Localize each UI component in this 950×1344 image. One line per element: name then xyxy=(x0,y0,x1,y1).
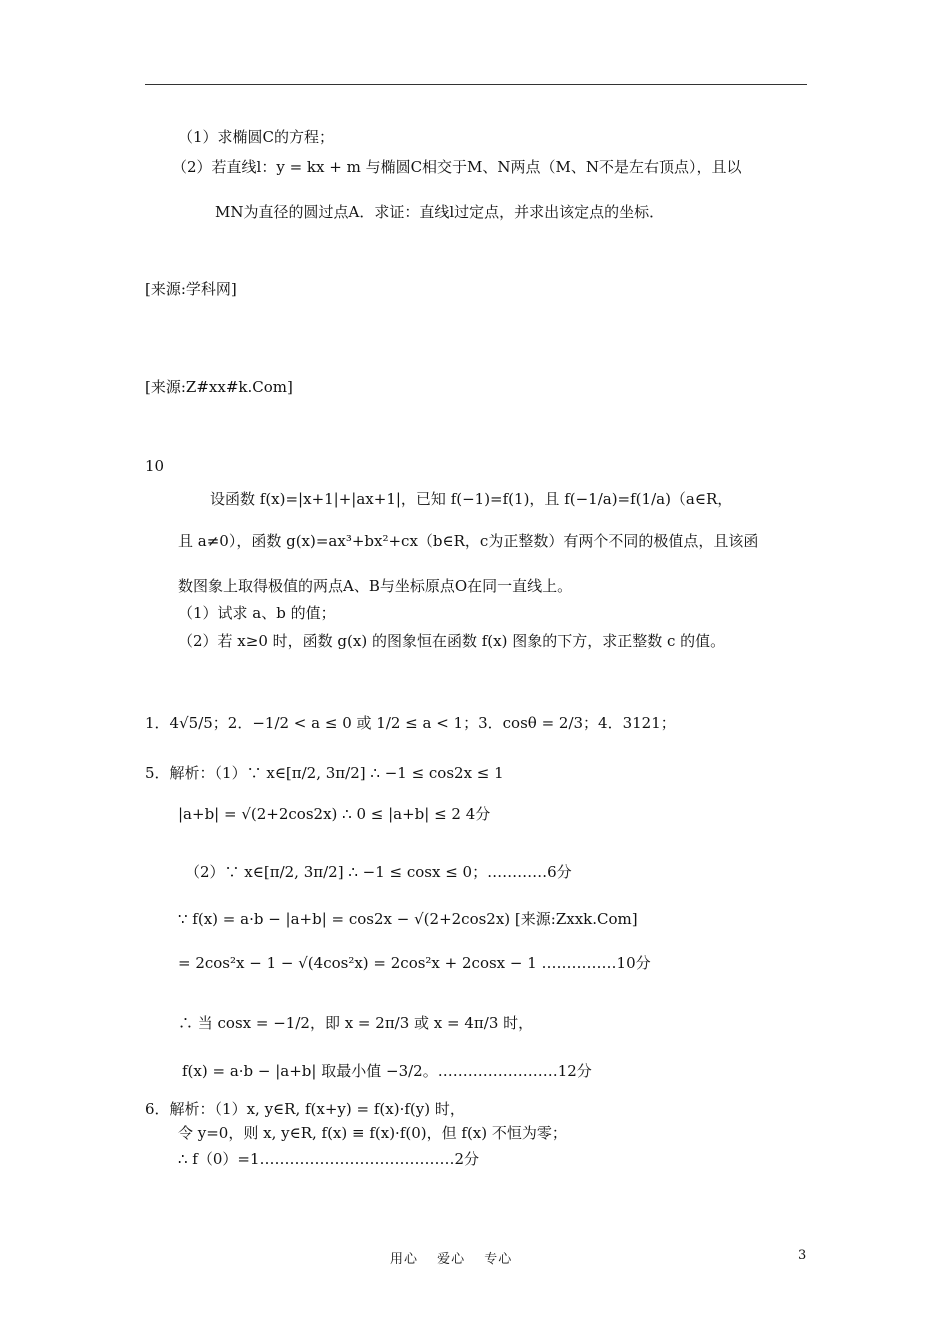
answers-1-4: 1．4√5/5；2．−1/2 < a ≤ 0 或 1/2 ≤ a < 1；3．cosθ = 2/3；4．3121； xyxy=(145,714,676,732)
problem10-number: 10 xyxy=(145,457,165,475)
answer5-line3: （2）∵ x∈[π/2, 3π/2] ∴ −1 ≤ cosx ≤ 0；…………6分 xyxy=(185,863,572,881)
problem10-line2: 且 a≠0），函数 g(x)=ax³+bx²+cx（b∈R，c为正整数）有两个不同的极值点，且该函 xyxy=(178,532,759,550)
problem10-part1: （1）试求 a、b 的值； xyxy=(178,604,336,622)
answer6-line3: ∴ f（0）=1…………………………………2分 xyxy=(178,1150,480,1168)
answer5-line1: 5．解析：（1）∵ x∈[π/2, 3π/2] ∴ −1 ≤ cos2x ≤ 1 xyxy=(145,764,504,782)
header-rule xyxy=(145,84,807,85)
answer5-line6: ∴ 当 cosx = −1/2，即 x = 2π/3 或 x = 4π/3 时， xyxy=(178,1014,534,1032)
problem9-part1: （1）求椭圆C的方程； xyxy=(178,128,335,146)
problem10-line3: 数图象上取得极值的两点A、B与坐标原点O在同一直线上。 xyxy=(178,577,573,595)
problem10-line1: 设函数 f(x)=|x+1|+|ax+1|，已知 f(−1)=f(1)，且 f(−1/a)=f(1/a)（a∈R， xyxy=(210,490,733,508)
problem9-part2-line1: （2）若直线l：y = kx + m 与椭圆C相交于M、N两点（M、N不是左右顶点），且以 xyxy=(172,158,742,176)
source-note-2: [来源:Z#xx#k.Com] xyxy=(145,378,293,396)
footer-text: 用心 爱心 专心 xyxy=(390,1252,513,1267)
problem10-part2: （2）若 x≥0 时，函数 g(x) 的图象恒在函数 f(x) 图象的下方，求正整数 c 的值。 xyxy=(178,632,726,650)
answer5-line5: = 2cos²x − 1 − √(4cos²x) = 2cos²x + 2cosx − 1 ……………10分 xyxy=(178,954,651,972)
problem9-part2-line2: MN为直径的圆过点A．求证：直线l过定点，并求出该定点的坐标． xyxy=(215,203,665,221)
answer6-line1: 6．解析：（1）x, y∈R, f(x+y) = f(x)·f(y) 时， xyxy=(145,1100,465,1118)
source-note-1: [来源:学科网] xyxy=(145,280,237,298)
page-number: 3 xyxy=(798,1248,807,1263)
answer5-line4: ∵ f(x) = a·b − |a+b| = cos2x − √(2+2cos2x) [来源:Zxxk.Com] xyxy=(178,910,638,928)
answer6-line2: 令 y=0，则 x, y∈R, f(x) ≡ f(x)·f(0)，但 f(x) 不恒为零； xyxy=(178,1124,567,1142)
answer5-line7: f(x) = a·b − |a+b| 取最小值 −3/2。……………………12分 xyxy=(182,1062,592,1080)
answer5-line2: |a+b| = √(2+2cos2x) ∴ 0 ≤ |a+b| ≤ 2 4分 xyxy=(178,805,491,823)
